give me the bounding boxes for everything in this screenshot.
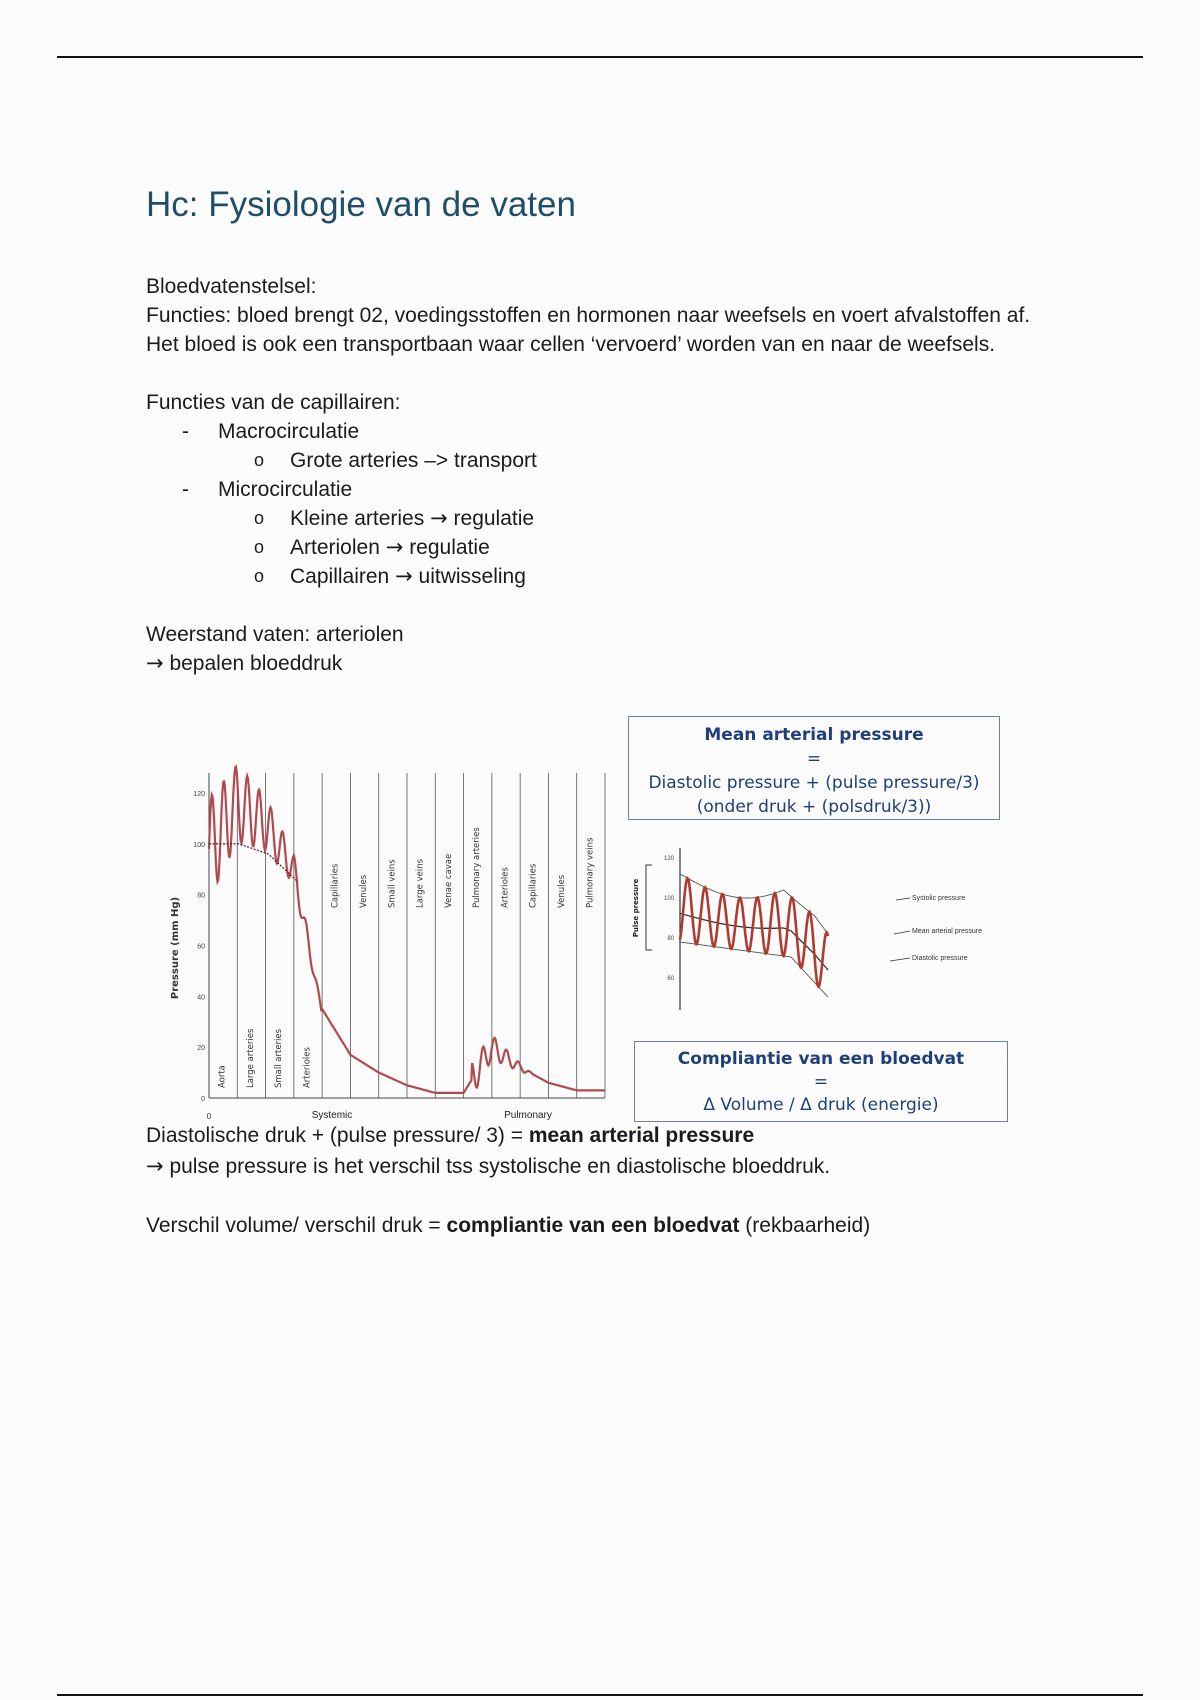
list-item: [146, 504, 1046, 533]
segment-label: Venules: [556, 874, 567, 908]
list-item: [146, 562, 1046, 591]
map-sentence-text: Diastolische druk + (pulse pressure/ 3) =: [146, 1124, 529, 1147]
conclusion-text: [146, 1121, 1046, 1241]
arrow-icon: →: [430, 506, 448, 530]
compliance-term: compliantie van een bloedvat: [446, 1214, 740, 1237]
legend-diastolic: Diastolic pressure: [912, 955, 968, 962]
compliance-box: [634, 1041, 1008, 1122]
circle-bullet: o: [254, 566, 265, 586]
group-label-pulmonary: Pulmonary: [504, 1110, 552, 1121]
legend-leader: [890, 958, 910, 961]
compliance-formula: Δ Volume / Δ druk (energie): [703, 1095, 939, 1115]
segment-label: Small arteries: [274, 1028, 285, 1088]
y-tick-label: 120: [663, 856, 674, 862]
pulse-pressure-chart: [628, 838, 1008, 1018]
pressure-chart: [160, 733, 610, 1128]
bottom-rule: [57, 1694, 1143, 1696]
y-axis-label: Pulse pressure: [632, 878, 640, 938]
circle-bullet: o: [254, 450, 265, 470]
circle-bullet: o: [254, 508, 265, 528]
x-origin-label: 0: [206, 1112, 212, 1121]
y-tick-label: 100: [193, 841, 205, 849]
top-rule: [57, 56, 1143, 58]
pulse-pressure-sentence: [146, 1151, 1046, 1182]
list-item: [146, 533, 1046, 562]
intro-heading: Bloedvatenstelsel:: [146, 275, 317, 298]
list-item-label: Microcirculatie: [218, 478, 353, 501]
pressure-wave: [680, 878, 828, 986]
diastolic-envelope: [680, 942, 828, 997]
arrow-icon: →: [146, 1154, 164, 1178]
map-formula: Diastolic pressure + (pulse pressure/3): [648, 773, 980, 793]
y-tick-label: 20: [197, 1045, 205, 1053]
capillaries-heading: Functies van de capillairen:: [146, 391, 401, 414]
circle-bullet: o: [254, 537, 265, 557]
segment-label: Venae cavae: [443, 853, 454, 908]
arrow-icon: →: [385, 535, 404, 559]
list-item-label: Capillairen: [290, 565, 390, 588]
list-item-result: regulatie: [409, 536, 490, 559]
segment-label: Arterioles: [302, 1047, 313, 1088]
y-axis-label: Pressure (mm Hg): [170, 896, 181, 1000]
bracket: [646, 865, 652, 950]
segment-label: Large veins: [415, 858, 426, 908]
dash-bullet: -: [182, 420, 189, 443]
resistance-conclusion: [146, 649, 1046, 678]
intro-text: Functies: bloed brengt 02, voedingsstoffen en hormonen naar weefsels en voert afvalstoffen af. Het bloed is ook een transportbaan waar cellen ‘vervoerd’ worden van en naar de weefsels.: [146, 304, 1031, 356]
page-content: [146, 180, 1046, 678]
list-item: [146, 417, 1046, 446]
y-tick-label: 100: [663, 896, 674, 902]
segment-label: Arterioles: [500, 867, 511, 908]
list-item-label: Grote arteries –> transport: [290, 449, 537, 472]
segment-label: Large arteries: [245, 1028, 256, 1088]
list-item-label: Arteriolen: [290, 536, 380, 559]
y-tick-label: 80: [667, 936, 674, 942]
resistance-line: Weerstand vaten: arteriolen: [146, 623, 404, 646]
segment-label: Small veins: [387, 859, 398, 908]
page-title: Hc: Fysiologie van de vaten: [146, 185, 576, 224]
compliance-sentence: [146, 1211, 1046, 1241]
group-label-systemic: Systemic: [311, 1110, 353, 1121]
mean-arterial-pressure-box: [628, 716, 1000, 820]
segment-label: Pulmonary veins: [585, 837, 596, 908]
segment-label: Venules: [358, 874, 369, 908]
resistance-conclusion-text: bepalen bloeddruk: [169, 652, 343, 675]
list-item-label: Macrocirculatie: [218, 420, 360, 443]
segment-label: Pulmonary arteries: [472, 827, 483, 908]
y-tick-label: 120: [193, 791, 205, 798]
y-tick-label: 60: [197, 943, 205, 951]
y-tick-label: 40: [197, 994, 205, 1002]
list-item-label: Kleine arteries: [290, 507, 425, 530]
list-item-result: uitwisseling: [418, 565, 526, 588]
arrow-icon: →: [146, 651, 164, 675]
map-formula-dutch: (onder druk + (polsdruk/3)): [696, 797, 932, 817]
list-item-result: regulatie: [453, 507, 535, 530]
compliance-equals: =: [813, 1072, 829, 1092]
arrow-icon: →: [395, 564, 413, 588]
y-tick-label: 0: [201, 1096, 205, 1103]
map-sentence: [146, 1121, 1046, 1151]
y-tick-label: 60: [667, 976, 674, 982]
map-title: Mean arterial pressure: [704, 725, 924, 745]
map-equals: =: [806, 749, 822, 769]
y-tick-label: 80: [197, 892, 205, 900]
segment-label: Capillaries: [528, 863, 539, 908]
legend-systolic: Systolic pressure: [912, 895, 966, 902]
compliance-tail: (rekbaarheid): [739, 1214, 871, 1237]
list-item: [146, 446, 1046, 475]
compliance-title: Compliantie van een bloedvat: [677, 1049, 965, 1069]
pulse-pressure-text: pulse pressure is het verschil tss systolische en diastolische bloeddruk.: [169, 1155, 831, 1178]
legend-mean: Mean arterial pressure: [912, 928, 983, 935]
compliance-sentence-text: Verschil volume/ verschil druk =: [146, 1214, 447, 1237]
segment-label: Aorta: [217, 1065, 228, 1088]
map-term: mean arterial pressure: [528, 1124, 755, 1147]
legend-leader: [894, 931, 910, 934]
legend-leader: [896, 898, 910, 900]
segment-label: Capillaries: [330, 863, 341, 908]
dash-bullet: -: [182, 478, 189, 501]
list-item: [146, 475, 1046, 504]
